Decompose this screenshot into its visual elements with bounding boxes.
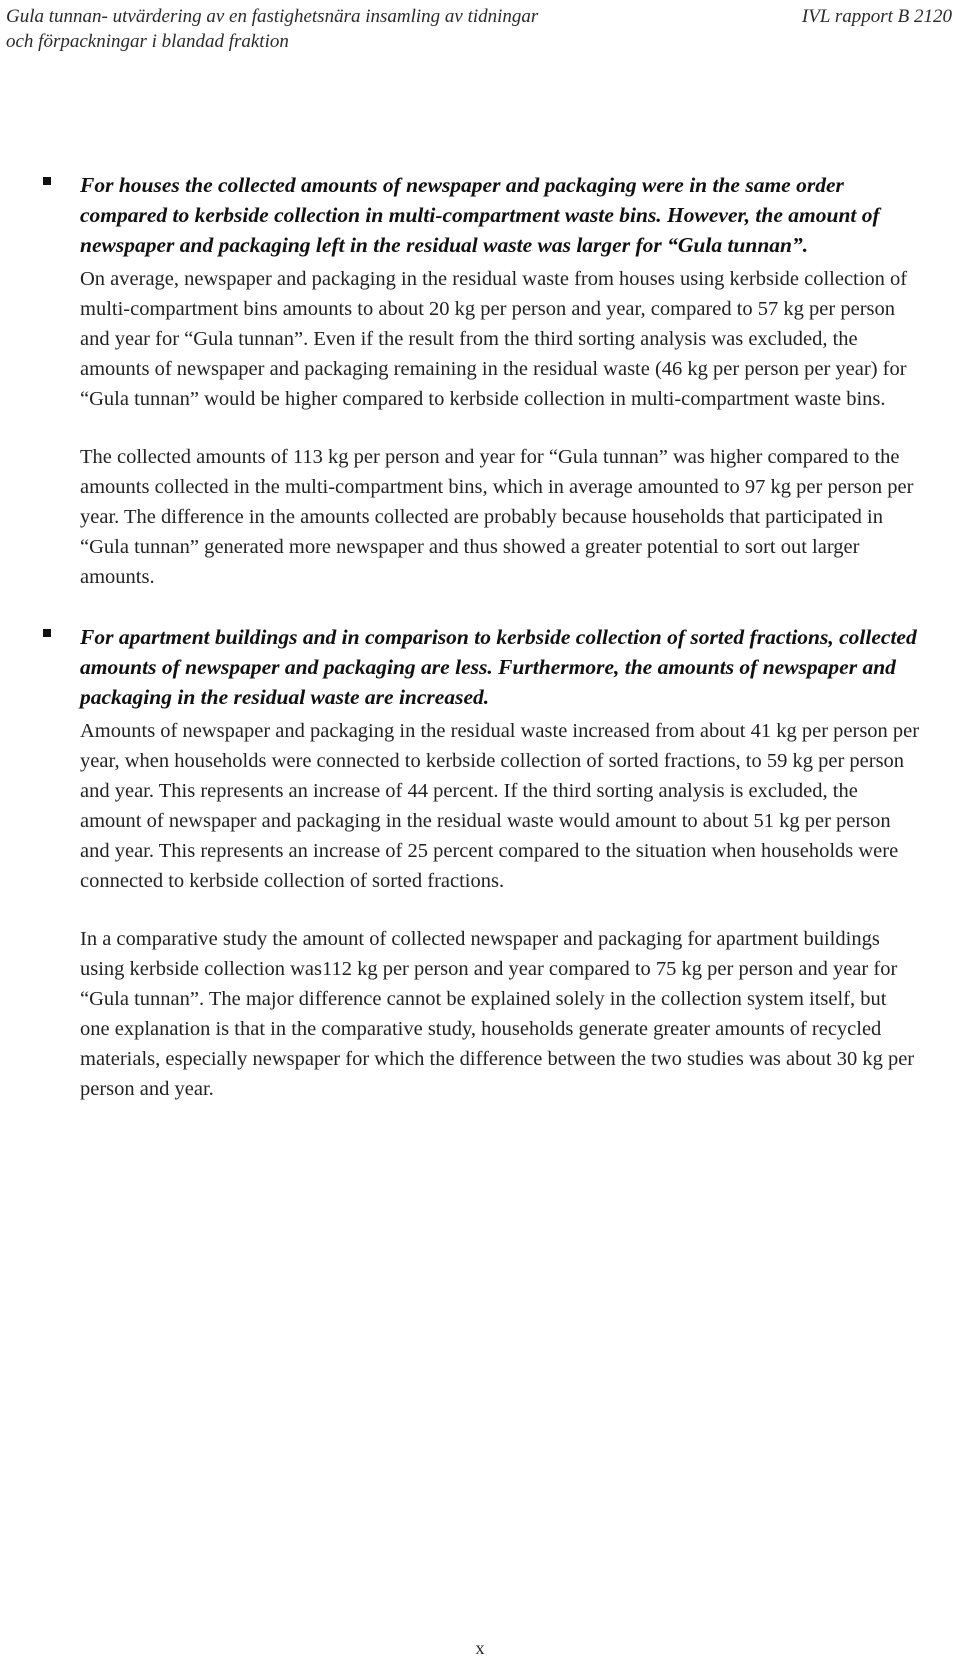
body-paragraph: On average, newspaper and packaging in the residual waste from houses using kerbside collection of multi-compartment bins amounts to about 20 kg per person and year, compared to 57 kg per person and year for “Gula tunnan”. Even if the result from the third sorting analysis was excluded, the amounts of newspaper and packaging remaining in the residual waste (46 kg per person per year) for “Gula tunnan” would be higher compared to kerbside collection in multi-compartment waste bins.	[80, 268, 908, 410]
report-number: IVL rapport B 2120	[801, 6, 952, 27]
section-houses	[0, 170, 960, 260]
section-heading: For apartment buildings and in comparison to kerbside collection of sorted fractions, collected amounts of newspaper and packaging are less. Furthermore, the amounts of newspaper and packaging in the residual waste are increased.	[80, 625, 917, 709]
page-number: x	[475, 1638, 485, 1658]
body-paragraph: The collected amounts of 113 kg per person and year for “Gula tunnan” was higher compared to the amounts collected in the multi-compartment bins, which in average amounted to 97 kg per person per year. The difference in the amounts collected are probably because households that participated in “Gula tunnan” generated more newspaper and thus showed a greater potential to sort out larger amounts.	[80, 446, 914, 588]
body-paragraph: Amounts of newspaper and packaging in the residual waste increased from about 41 kg per person per year, when households were connected to kerbside collection of sorted fractions, to 59 kg per person and year. This represents an increase of 44 percent. If the third sorting analysis is excluded, the amount of newspaper and packaging in the residual waste would amount to about 51 kg per person and year. This represents an increase of 25 percent compared to the situation when households were connected to kerbside collection of sorted fractions.	[80, 720, 920, 892]
section-heading: For houses the collected amounts of newspaper and packaging were in the same order compared to kerbside collection in multi-compartment waste bins. However, the amount of newspaper and packaging left in the residual waste was larger for “Gula tunnan”.	[80, 173, 880, 257]
square-bullet-icon	[43, 177, 51, 185]
body-paragraph: In a comparative study the amount of collected newspaper and packaging for apartment buildings using kerbside collection was112 kg per person and year compared to 75 kg per person and year for “Gula tunnan”. The major difference cannot be explained solely in the collection system itself, but one explanation is that in the comparative study, households generate greater amounts of recycled materials, especially newspaper for which the difference between the two studies was about 30 kg per person and year.	[80, 928, 915, 1100]
square-bullet-icon	[43, 629, 51, 637]
section-apartments	[0, 622, 960, 712]
page-header	[6, 4, 952, 54]
report-title-line-1: Gula tunnan- utvärdering av en fastighetsnära insamling av tidningar	[6, 6, 539, 27]
report-title-line-2: och förpackningar i blandad fraktion	[6, 31, 289, 52]
main-content	[0, 170, 960, 1104]
report-title	[6, 4, 606, 54]
